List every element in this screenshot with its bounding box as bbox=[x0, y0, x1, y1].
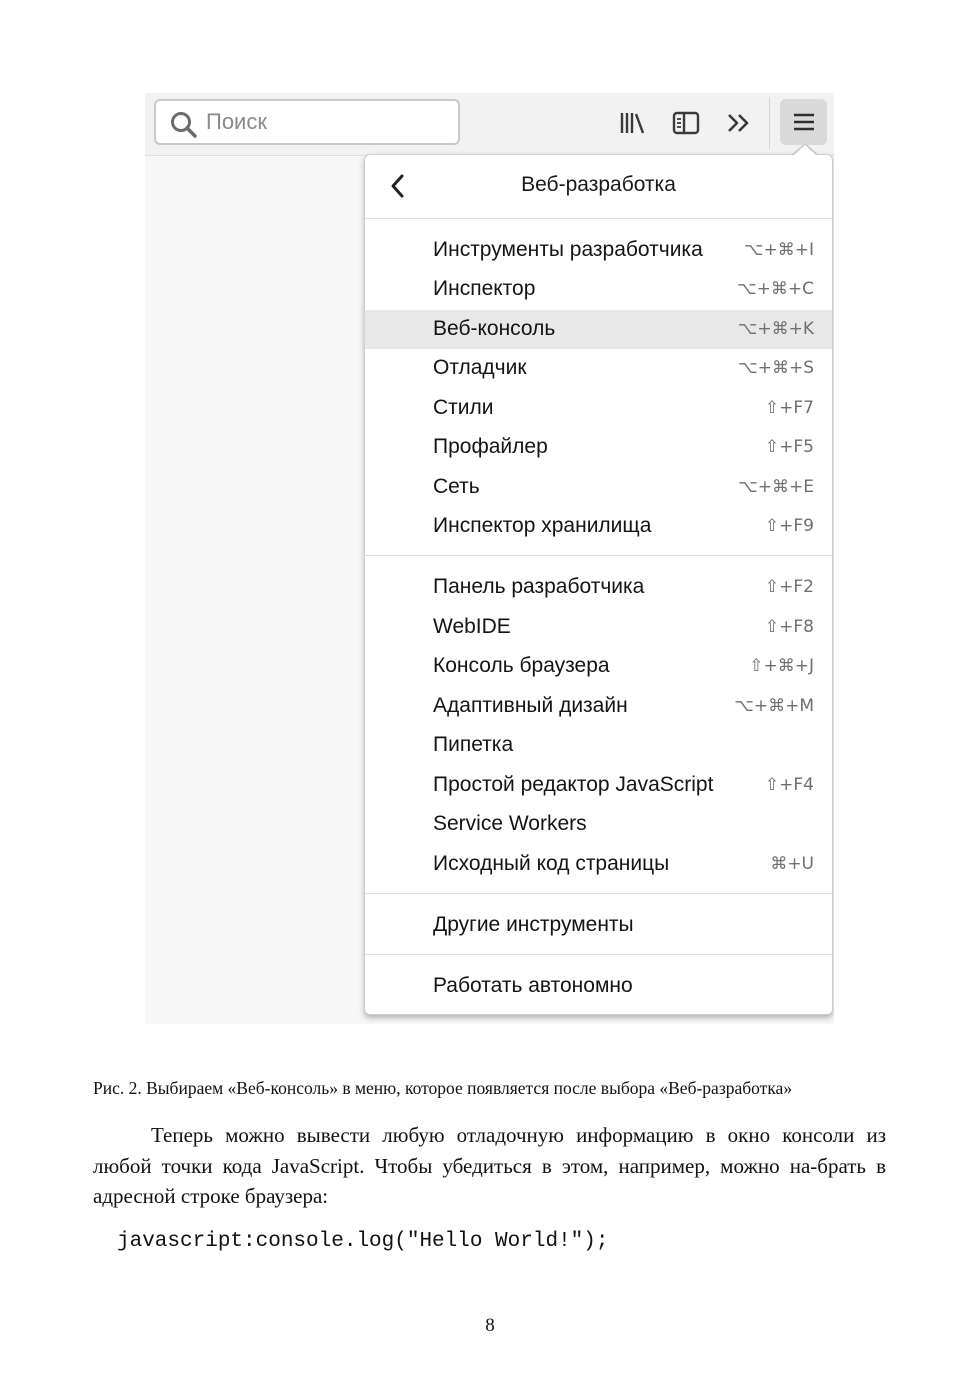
menu-item-label: Сеть bbox=[433, 475, 480, 498]
menu-item-label: Service Workers bbox=[433, 812, 587, 835]
menu-item-page-source[interactable] bbox=[365, 845, 832, 884]
menu-item-shortcut: ⇧+F7 bbox=[764, 398, 814, 418]
hamburger-menu-icon bbox=[792, 111, 816, 133]
body-paragraph bbox=[93, 1120, 886, 1212]
menu-item-inspector[interactable] bbox=[365, 270, 832, 309]
menu-item-label: Профайлер bbox=[433, 435, 548, 458]
code-snippet: javascript:console.log("Hello World!"); bbox=[117, 1230, 609, 1253]
sidebar-icon[interactable] bbox=[670, 107, 702, 139]
menu-item-webide[interactable] bbox=[365, 608, 832, 647]
menu-item-eyedropper[interactable] bbox=[365, 726, 832, 765]
menu-item-label: Работать автономно bbox=[433, 974, 633, 997]
figure-screenshot bbox=[145, 93, 834, 1024]
menu-item-service-workers[interactable] bbox=[365, 805, 832, 844]
figure-caption: Рис. 2. Выбираем «Веб-консоль» в меню, которое появляется после выбора «Веб-разработка» bbox=[93, 1078, 793, 1098]
search-icon bbox=[169, 110, 199, 140]
menu-item-devtools[interactable] bbox=[365, 231, 832, 270]
menu-item-browser-console[interactable] bbox=[365, 647, 832, 686]
search-box[interactable] bbox=[154, 99, 460, 145]
panel-title: Веб-разработка bbox=[521, 173, 676, 196]
menu-item-responsive-design[interactable] bbox=[365, 687, 832, 726]
panel-header bbox=[365, 155, 832, 219]
menu-item-label: WebIDE bbox=[433, 615, 511, 638]
body-paragraph-text: Теперь можно вывести любую отладочную информацию в окно консоли из любой точки кода JavaScript. Чтобы убедиться в этом, например, можно на-брать в адресной строке браузера: bbox=[93, 1123, 886, 1208]
menu-item-label: Инструменты разработчика bbox=[433, 238, 703, 261]
search-input[interactable] bbox=[206, 107, 436, 137]
menu-item-shortcut: ⌥+⌘+I bbox=[743, 240, 814, 260]
menu-item-storage-inspector[interactable] bbox=[365, 507, 832, 546]
menu-item-scratchpad[interactable] bbox=[365, 766, 832, 805]
menu-item-shortcut: ⇧+F4 bbox=[764, 775, 814, 795]
menu-item-shortcut: ⌥+⌘+E bbox=[738, 477, 814, 497]
menu-item-label: Простой редактор JavaScript bbox=[433, 773, 714, 796]
menu-item-shortcut: ⇧+F2 bbox=[764, 577, 814, 597]
menu-item-label: Адаптивный дизайн bbox=[433, 694, 628, 717]
toolbar-separator bbox=[769, 97, 770, 149]
menu-item-shortcut: ⌥+⌘+S bbox=[738, 358, 814, 378]
menu-item-profiler[interactable] bbox=[365, 428, 832, 467]
menu-item-label: Исходный код страницы bbox=[433, 852, 670, 875]
menu-item-web-console[interactable] bbox=[365, 310, 832, 349]
web-developer-panel bbox=[364, 154, 833, 1015]
menu-item-more-tools[interactable] bbox=[365, 906, 832, 945]
library-icon[interactable] bbox=[617, 107, 649, 139]
menu-divider bbox=[365, 893, 832, 894]
browser-toolbar bbox=[145, 93, 834, 156]
menu-item-styles[interactable] bbox=[365, 389, 832, 428]
menu-item-label: Инспектор хранилища bbox=[433, 514, 652, 537]
menu-item-shortcut: ⇧+⌘+J bbox=[749, 656, 814, 676]
menu-item-shortcut: ⌥+⌘+M bbox=[734, 696, 814, 716]
menu-item-label: Панель разработчика bbox=[433, 575, 645, 598]
menu-item-label: Консоль браузера bbox=[433, 654, 610, 677]
menu-item-debugger[interactable] bbox=[365, 349, 832, 388]
menu-divider bbox=[365, 954, 832, 955]
menu-item-developer-toolbar[interactable] bbox=[365, 568, 832, 607]
panel-arrow-inner bbox=[793, 145, 817, 156]
menu-item-shortcut: ⇧+F9 bbox=[764, 516, 814, 536]
menu-item-work-offline[interactable] bbox=[365, 967, 832, 1006]
menu-item-shortcut: ⇧+F5 bbox=[764, 437, 814, 457]
menu-divider bbox=[365, 555, 832, 556]
overflow-chevrons-icon[interactable] bbox=[723, 107, 755, 139]
menu-item-shortcut: ⌥+⌘+C bbox=[737, 279, 814, 299]
hamburger-menu-button[interactable] bbox=[780, 99, 827, 145]
menu-item-label: Другие инструменты bbox=[433, 913, 634, 936]
menu-item-shortcut: ⇧+F8 bbox=[764, 617, 814, 637]
menu-item-label: Веб-консоль bbox=[433, 317, 556, 340]
menu-item-shortcut: ⌥+⌘+K bbox=[737, 319, 814, 339]
menu-item-label: Стили bbox=[433, 396, 494, 419]
menu-item-shortcut: ⌘+U bbox=[770, 854, 814, 874]
menu-item-network[interactable] bbox=[365, 468, 832, 507]
menu-item-label: Пипетка bbox=[433, 733, 514, 756]
page-number: 8 bbox=[485, 1315, 495, 1336]
menu-item-label: Инспектор bbox=[433, 277, 536, 300]
menu-item-label: Отладчик bbox=[433, 356, 527, 379]
